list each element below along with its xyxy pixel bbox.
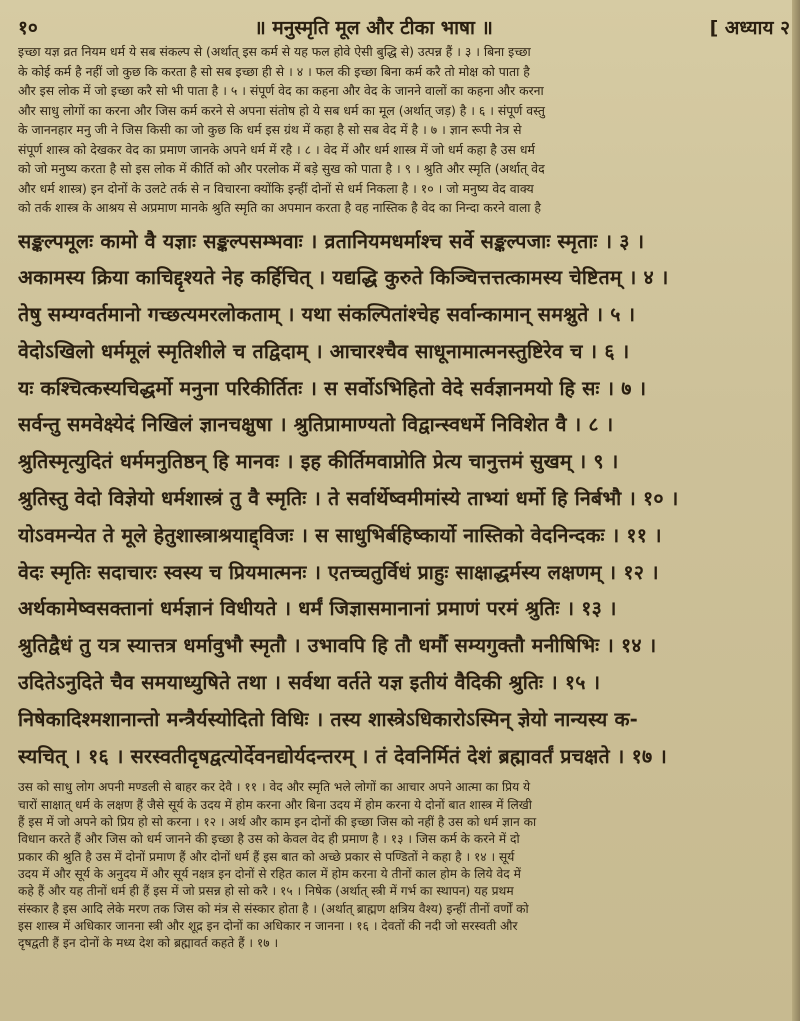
- verse-line: स्यचित् । १६ । सरस्वतीदृषद्वत्योर्देवनद्योर्यदन्तरम् । तं देवनिर्मितं देशं ब्रह्मावर्तं प्रचक्षते । १७ ।: [18, 744, 667, 768]
- intro-line: को तर्क शास्त्र के आश्रय से अप्रमाण मानके श्रुति स्मृति का अपमान करता है वह नास्तिक है वेद का निन्दा करने वाला है: [18, 200, 541, 215]
- page-edge: [792, 0, 800, 1021]
- verse-line: सङ्कल्पमूलः कामो वै यज्ञाः सङ्कल्पसम्भवाः । व्रतानियमधर्माश्च सर्वे सङ्कल्पजाः स्मृताः । ३ ।: [18, 229, 645, 253]
- page-number: १०: [18, 17, 38, 39]
- commentary-line: दृषद्वती हैं इन दोनों के मध्य देश को ब्रह्मावर्त कहते हैं । १७ ।: [18, 936, 279, 951]
- verse-line: श्रुतिस्मृत्युदितं धर्ममनुतिष्ठन् हि मानवः । इह कीर्तिमवाप्नोति प्रेत्य चानुत्तमं सुखम् । ९ ।: [18, 450, 619, 474]
- verse-line: निषेकादिश्मशानान्तो मन्त्रैर्यस्योदितो विधिः । तस्य शास्त्रेऽधिकारोऽस्मिन् ज्ञेयो नान्यस्य क-: [18, 707, 639, 731]
- intro-line: और साधु लोगों का करना और जिस कर्म करने से अपना संतोष हो ये सब धर्म का मूल (अर्थात् जड़) है । ६ । संपूर्ण वस्तु: [18, 102, 545, 118]
- running-title: ॥ मनुस्मृति मूल और टीका भाषा ॥: [254, 17, 493, 39]
- intro-line: को जो मनुष्य करता है सो इस लोक में कीर्ति को और परलोक में बड़े सुख को पाता है । ९ । श्रुति और स्मृति (अर्थात् वेद: [18, 161, 545, 176]
- verse-line: श्रुतिस्तु वेदो विज्ञेयो धर्मशास्त्रं तु वै स्मृतिः । ते सर्वार्थेष्वमीमांस्ये ताभ्यां धर्मो हि निर्बभौ । १० ।: [18, 487, 679, 511]
- verse-line: अकामस्य क्रिया काचिद्दृश्यते नेह कर्हिचित् । यद्यद्धि कुरुते किञ्चित्तत्तत्कामस्य चेष्टितम् । ४ ।: [18, 266, 669, 290]
- intro-line: संपूर्ण शास्त्र को देखकर वेद का प्रमाण जानके अपने धर्म में रहै । ८ । वेद में और धर्म शास्त्र में जो धर्म कहा है उस धर्म: [18, 141, 535, 157]
- commentary-line: हैं इस में जो अपने को प्रिय हो सो करना । १२ । अर्थ और काम इन दोनों की इच्छा जिस को नहीं है उस को धर्म ज्ञान का: [18, 815, 537, 830]
- intro-line: इच्छा यज्ञ व्रत नियम धर्म ये सब संकल्प से (अर्थात् इस कर्म से यह फल होवे ऐसी बुद्धि से) उत्पन्न हैं । ३ । बिना इच्छा: [18, 44, 531, 59]
- page-header: [18, 12, 790, 42]
- intro-line: और धर्म शास्त्र) इन दोनों के उलटे तर्क से न विचारना क्योंकि इन्हीं दोनों से धर्म निकला है । १० । जो मनुष्य वेद वाक्य: [18, 180, 534, 196]
- verse-line: अर्थकामेष्वसक्तानां धर्मज्ञानं विधीयते । धर्मं जिज्ञासमानानां प्रमाणं परमं श्रुतिः । १३ ।: [18, 597, 617, 621]
- sanskrit-verses: [18, 224, 790, 776]
- intro-line: के कोई कर्म है नहीं जो कुछ कि करता है सो सब इच्छा ही से । ४ । फल की इच्छा बिना कर्म करै तो मोक्ष को पाता है: [18, 63, 530, 79]
- commentary-line: विधान करते हैं और जिस को धर्म जानने की इच्छा है उस को केवल वेद ही प्रमाण है । १३ । जिस कर्म के करने में दो: [18, 832, 520, 847]
- hindi-commentary: [18, 779, 790, 952]
- intro-line: और इस लोक में जो इच्छा करै सो भी पाता है । ५ । संपूर्ण वेद का कहना और वेद के जानने वालों का कहना और करना: [18, 83, 544, 98]
- verse-line: सर्वन्तु समवेक्ष्येदं निखिलं ज्ञानचक्षुषा । श्रुतिप्रामाण्यतो विद्वान्स्वधर्मे निविशेत वै । ८ ।: [18, 413, 614, 437]
- intro-commentary: [18, 42, 790, 218]
- intro-line: के जाननहार मनु जी ने जिस किसी का जो कुछ कि धर्म इस ग्रंथ में कहा है सो सब वेद में है । ७ । ज्ञान रूपी नेत्र से: [18, 122, 522, 137]
- verse-line: वेदोऽखिलो धर्ममूलं स्मृतिशीले च तद्विदाम् । आचारश्चैव साधूनामात्मनस्तुष्टिरेव च । ६ ।: [18, 339, 630, 363]
- commentary-line: इस शास्त्र में अधिकार जानना स्त्री और शूद्र इन दोनों का अधिकार न जानना । १६ । देवतों की नदी जो सरस्वती और: [18, 918, 518, 933]
- verse-line: योऽवमन्येत ते मूले हेतुशास्त्राश्रयाद्द्विजः । स साधुभिर्बहिष्कार्यो नास्तिको वेदनिन्दकः । ११ ।: [18, 523, 662, 547]
- chapter-label: [ अध्याय २: [709, 17, 790, 39]
- verse-line: श्रुतिद्वैधं तु यत्र स्यात्तत्र धर्मावुभौ स्मृतौ । उभावपि हि तौ धर्मौ सम्यगुक्तौ मनीषिभिः । १४ ।: [18, 634, 657, 658]
- verse-line: वेदः स्मृतिः सदाचारः स्वस्य च प्रियमात्मनः । एतच्चतुर्विधं प्राहुः साक्षाद्धर्मस्य लक्षणम् । १२ ।: [18, 560, 659, 584]
- commentary-line: उदय में और सूर्य के अनुदय में और सूर्य नक्षत्र इन दोनों से रहित काल में होम करना ये तीनों काल होम के लिये वेद में: [18, 866, 521, 881]
- commentary-line: संस्कार है इस आदि लेके मरण तक जिस को मंत्र से संस्कार होता है । (अर्थात् ब्राह्मण क्षत्रिय वैश्य) इन्हीं तीनों वर्णों को: [18, 901, 529, 916]
- verse-line: तेषु सम्यग्वर्तमानो गच्छत्यमरलोकताम् । यथा संकल्पितांश्चेह सर्वान्कामान् समश्नुते । ५ ।: [18, 303, 636, 327]
- verse-line: उदितेऽनुदिते चैव समयाध्युषिते तथा । सर्वथा वर्तते यज्ञ इतीयं वैदिकी श्रुतिः । १५ ।: [18, 671, 601, 695]
- commentary-line: कहे हैं और यह तीनों धर्म ही हैं इस में जो प्रसन्न हो सो करै । १५ । निषेक (अर्थात् स्त्री में गर्भ का स्थापन) यह प्रथम: [18, 884, 514, 899]
- verse-line: यः कश्चित्कस्यचिद्धर्मो मनुना परिकीर्तितः । स सर्वोऽभिहितो वेदे सर्वज्ञानमयो हि सः । ७ ।: [18, 376, 647, 400]
- commentary-line: प्रकार की श्रुति है उस में दोनों प्रमाण हैं और दोनों धर्म हैं इस बात को अच्छे प्रकार से पण्डितों ने कहा है । १४ । सूर्य: [18, 849, 515, 864]
- commentary-line: चारों साक्षात् धर्म के लक्षण हैं जैसे सूर्य के उदय में होम करना और बिना उदय में होम करना ये दोनों बात शास्त्र में लिखी: [18, 797, 532, 812]
- commentary-line: उस को साधु लोग अपनी मण्डली से बाहर कर देवै । ११ । वेद और स्मृति भले लोगों का आचार अपने आत्मा का प्रिय ये: [18, 780, 531, 795]
